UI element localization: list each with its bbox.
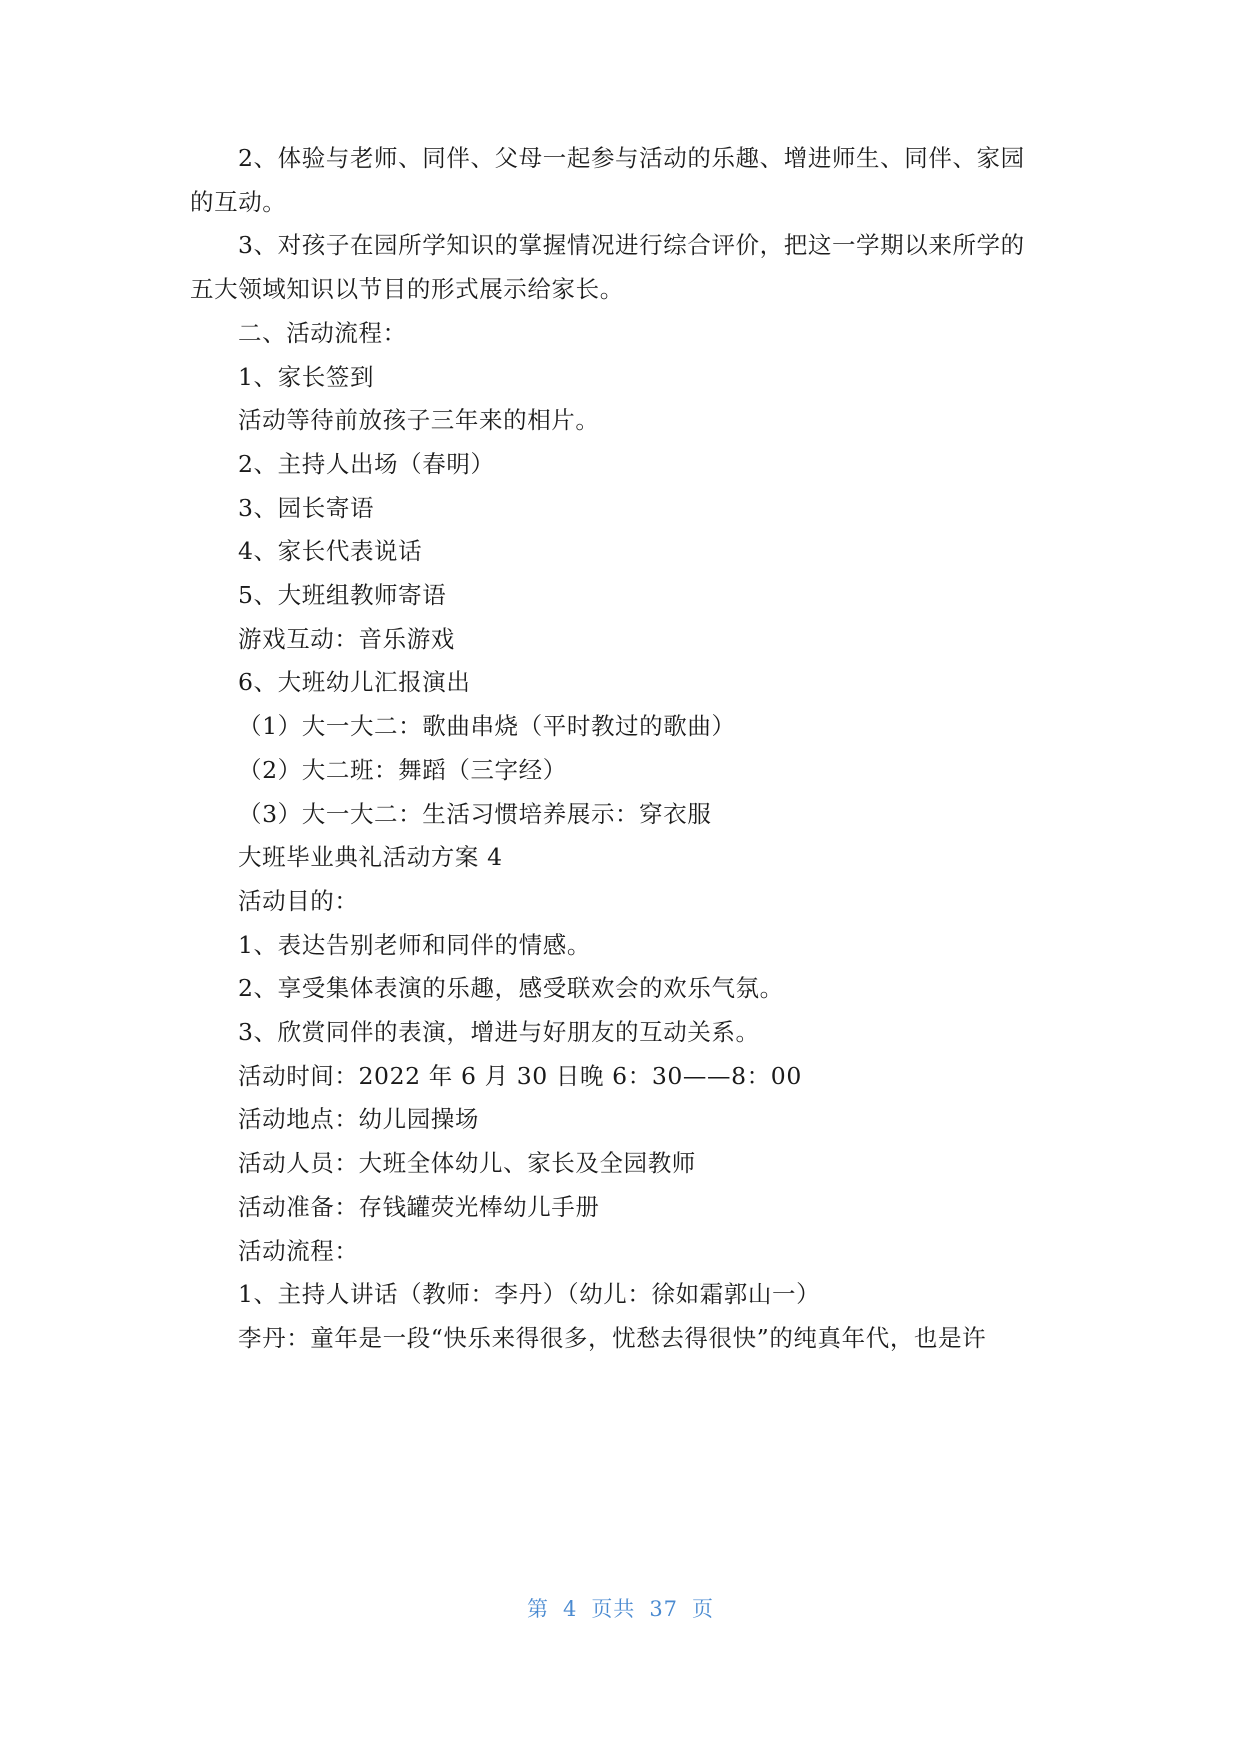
body-line: 2、主持人出场（春明）: [238, 449, 495, 478]
body-line: 2、享受集体表演的乐趣，感受联欢会的欢乐气氛。: [238, 974, 784, 1003]
body-line: （3）大一大二：生活习惯培养展示：穿衣服: [238, 799, 712, 828]
body-line: 游戏互动：音乐游戏: [238, 624, 455, 653]
body-line: 活动等待前放孩子三年来的相片。: [238, 406, 600, 435]
footer-middle: 页共: [591, 1597, 636, 1621]
footer-suffix: 页: [692, 1597, 715, 1621]
footer-prefix: 第: [526, 1597, 549, 1621]
body-line: 3、欣赏同伴的表演，增进与好朋友的互动关系。: [238, 1018, 760, 1046]
body-line: 2、体验与老师、同伴、父母一起参与活动的乐趣、增进师生、同伴、家园: [238, 144, 1025, 172]
body-line: 3、对孩子在园所学知识的掌握情况进行综合评价，把这一学期以来所学的: [238, 231, 1025, 260]
body-line: 活动时间：2022 年 6 月 30 日晚 6：30——8：00: [238, 1061, 802, 1090]
body-line: 活动人员：大班全体幼儿、家长及全园教师: [238, 1149, 696, 1178]
body-line: 1、表达告别老师和同伴的情感。: [238, 930, 591, 959]
body-line: 活动准备：存钱罐荧光棒幼儿手册: [238, 1192, 600, 1221]
page-footer: [0, 1595, 1241, 1623]
body-line: （2）大二班：舞蹈（三字经）: [238, 755, 567, 784]
body-line: 的互动。: [190, 187, 287, 216]
body-line: （1）大一大二：歌曲串烧（平时教过的歌曲）: [238, 712, 736, 741]
body-line: 1、主持人讲话（教师：李丹）（幼儿：徐如霜郭山一）: [238, 1280, 821, 1309]
body-line: 二、活动流程：: [238, 318, 407, 347]
footer-total-pages: 37: [649, 1597, 679, 1621]
body-line: 1、家长签到: [238, 362, 375, 391]
body-line: 活动目的：: [238, 886, 359, 915]
body-line: 大班毕业典礼活动方案 4: [238, 843, 503, 872]
body-line: 李丹：童年是一段“快乐来得很多，忧愁去得很快”的纯真年代，也是许: [238, 1323, 987, 1352]
body-line: 3、园长寄语: [238, 493, 375, 522]
body-line: 5、大班组教师寄语: [238, 581, 447, 609]
body-line: 活动流程：: [238, 1236, 359, 1265]
body-line: 6、大班幼儿汇报演出: [238, 668, 471, 697]
body-line: 4、家长代表说话: [238, 537, 423, 566]
footer-current-page: 4: [562, 1597, 578, 1621]
body-line: 活动地点：幼儿园操场: [238, 1105, 479, 1134]
body-line: 五大领域知识以节目的形式展示给家长。: [190, 275, 624, 304]
